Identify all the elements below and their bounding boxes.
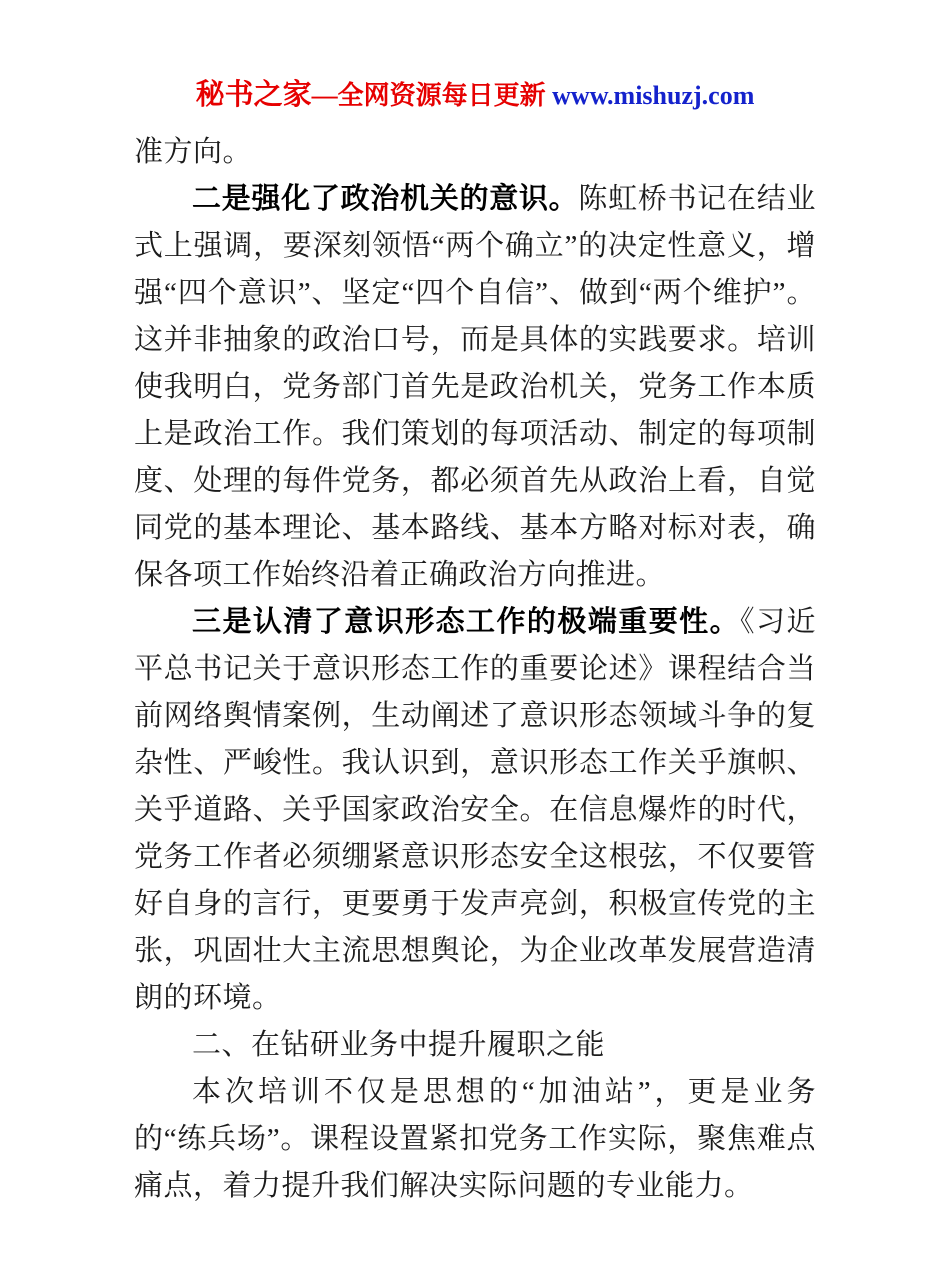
paragraph-text: 准方向。 (134, 135, 253, 168)
paragraph-text: 《习近平总书记关于意识形态工作的重要论述》课程结合当前网络舆情案例，生动阐述了意识形态领域斗争的复杂性、严峻性。我认识到，意识形态工作关乎旗帜、关乎道路、关乎国家政治安全。在信息爆炸的时代，党务工作者必须绷紧意识形态安全这根弦，不仅要管好自身的言行，更要勇于发声亮剑，积极宣传党的主张，巩固壮大主流思想舆论，为企业改革发展营造清朗的环境。 (134, 605, 816, 1014)
paragraph-point-two (134, 176, 816, 599)
paragraph-continuation (134, 129, 816, 176)
paragraph-text: 陈虹桥书记在结业式上强调，要深刻领悟“两个确立”的决定性意义，增强“四个意识”、坚定“四个自信”、做到“两个维护”。这并非抽象的政治口号，而是具体的实践要求。培训使我明白，党务部门首先是政治机关，党务工作本质上是政治工作。我们策划的每项活动、制定的每项制度、处理的每件党务，都必须首先从政治上看，自觉同党的基本理论、基本路线、基本方略对标对表，确保各项工作始终沿着正确政治方向推进。 (134, 182, 816, 591)
paragraph-point-three (134, 599, 816, 1022)
document-body (134, 129, 816, 1210)
site-name: 秘书之家 (195, 79, 312, 111)
site-tagline: —全网资源每日更新 (311, 81, 553, 110)
paragraph-section-two-intro (134, 1069, 816, 1210)
document-header (134, 78, 816, 113)
paragraph-lead: 二是强化了政治机关的意识。 (192, 182, 579, 215)
paragraph-text: 本次培训不仅是思想的“加油站”，更是业务的“练兵场”。课程设置紧扣党务工作实际，聚焦难点痛点，着力提升我们解决实际问题的专业能力。 (134, 1075, 816, 1202)
paragraph-text: 二、在钻研业务中提升履职之能 (192, 1028, 606, 1061)
section-heading-two (134, 1022, 816, 1069)
site-url-link[interactable]: www.mishuzj.com (552, 81, 755, 110)
paragraph-lead: 三是认清了意识形态工作的极端重要性。 (192, 605, 741, 638)
